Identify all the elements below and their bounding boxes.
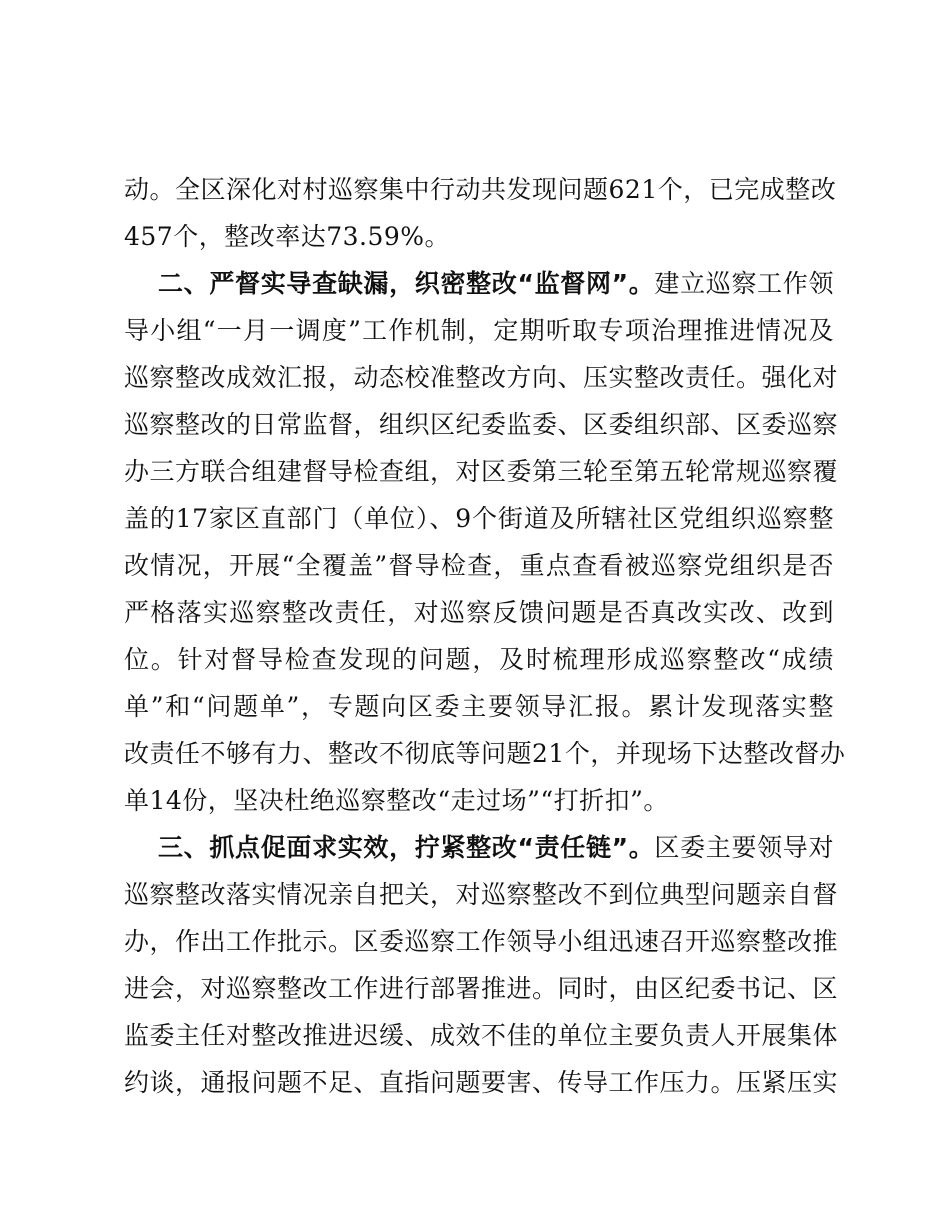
text-line: 办三方联合组建督导检查组，对区委第三轮至第五轮常规巡察覆 [124,457,839,486]
text-line: 单14份，坚决杜绝巡察整改“走过场”“打折扣”。 [124,786,669,815]
text-line: 动。全区深化对村巡察集中行动共发现问题621个，已完成整改 [124,175,837,204]
text-line: 改责任不够有力、整改不彻底等问题21个，并现场下达整改督办 [124,739,846,768]
text-line: 457个，整改率达73.59%。 [124,222,451,251]
text-line: 巡察整改成效汇报，动态校准整改方向、压实整改责任。强化对 [124,363,839,392]
document-page [124,166,846,1106]
text-line: 改情况，开展“全覆盖”督导检查，重点查看被巡察党组织是否 [124,551,834,580]
text-line: 约谈，通报问题不足、直指问题要害、传导工作压力。压紧压实 [124,1068,839,1097]
text-line [124,260,834,307]
text-line: 巡察整改落实情况亲自把关，对巡察整改不到位典型问题亲自督 [124,880,839,909]
text-line: 巡察整改的日常监督，组织区纪委监委、区委组织部、区委巡察 [124,410,839,439]
text-line: 单”和“问题单”，专题向区委主要领导汇报。累计发现落实整 [124,692,834,721]
text-run: 建立巡察工作领 [654,269,834,298]
text-line: 盖的17家区直部门（单位）、9个街道及所辖社区党组织巡察整 [124,504,834,533]
paragraph-continuation [124,166,837,260]
section-heading: 二、严督实导查缺漏，织密整改“监督网”。 [158,269,655,298]
text-run: 区委主要领导对 [654,833,834,862]
text-line: 导小组“一月一调度”工作机制，定期听取专项治理推进情况及 [124,316,834,345]
text-line: 监委主任对整改推进迟缓、成效不佳的单位主要负责人开展集体 [124,1021,839,1050]
text-line: 办，作出工作批示。区委巡察工作领导小组迅速召开巡察整改推 [124,927,839,956]
paragraph-section-two [124,260,846,824]
text-line [124,824,834,871]
section-heading: 三、抓点促面求实效，拧紧整改“责任链”。 [158,833,655,862]
text-line: 位。针对督导检查发现的问题，及时梳理形成巡察整改“成绩 [124,645,834,674]
paragraph-section-three [124,824,839,1106]
text-line: 进会，对巡察整改工作进行部署推进。同时，由区纪委书记、区 [124,974,839,1003]
text-line: 严格落实巡察整改责任，对巡察反馈问题是否真改实改、改到 [124,598,834,627]
